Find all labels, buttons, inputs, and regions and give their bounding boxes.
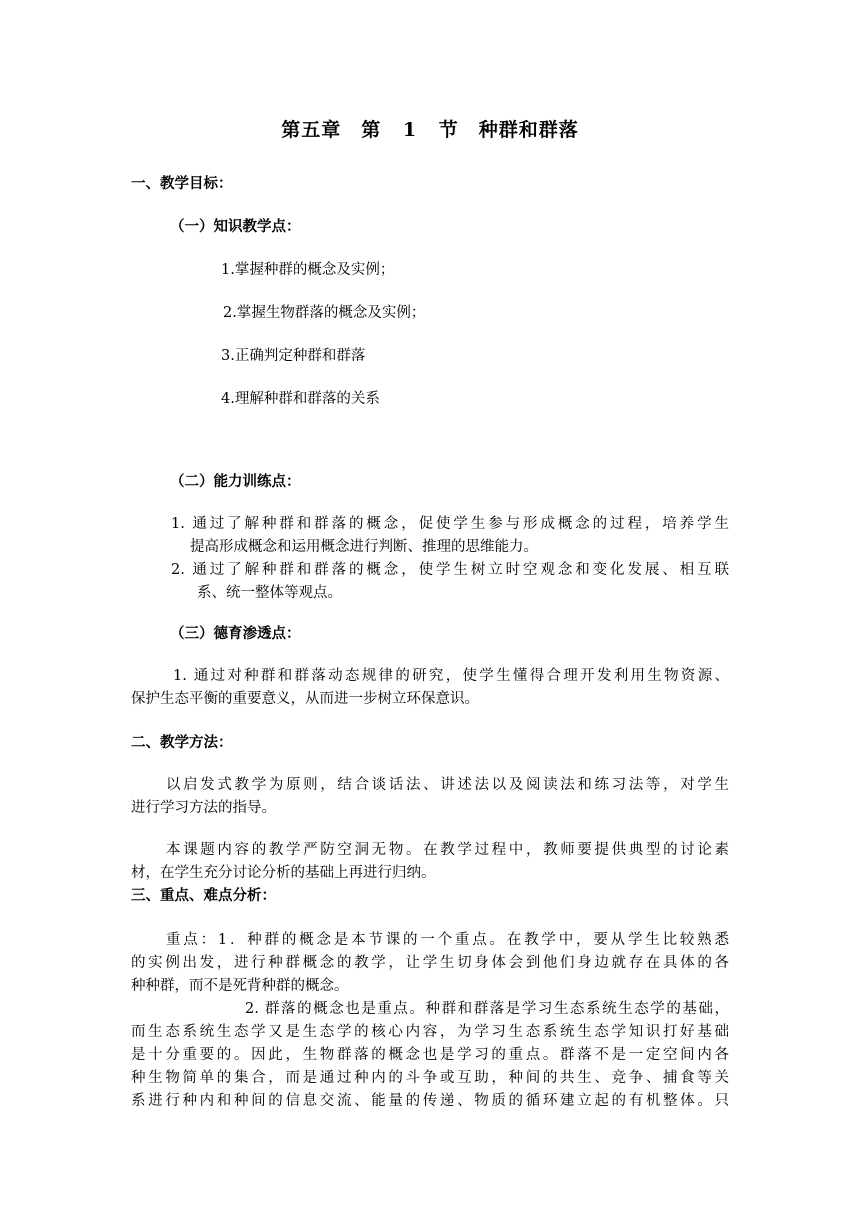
section-1-heading: 一、教学目标： [131, 175, 233, 192]
section-3-heading: 三、重点、难点分析： [131, 887, 276, 904]
key-point-1-line-1: 重点：1．种群的概念是本节课的一个重点。在教学中，要从学生比较熟悉 [166, 932, 729, 948]
key-point-2-line-2: 而生态系统生态学又是生态学的核心内容，为学习生态系统生态学知识打好基础 [131, 1024, 729, 1040]
method-paragraph-1-line-2: 进行学习方法的指导。 [131, 800, 276, 816]
moral-paragraph-line-2: 保护生态平衡的重要意义，从而进一步树立环保意识。 [131, 691, 479, 707]
page-title: 第五章 第 1 节 种群和群落 [281, 119, 579, 141]
subsection-ability-heading: （二）能力训练点： [170, 473, 301, 490]
moral-paragraph-line-1: 1. 通过对种群和群落动态规律的研究，使学生懂得合理开发利用生物资源、 [173, 668, 729, 684]
knowledge-item-4: 4.理解种群和群落的关系 [221, 391, 380, 407]
subsection-knowledge-heading: （一）知识教学点： [170, 218, 301, 235]
key-point-1-line-2: 的实例出发，进行种群概念的教学，让学生切身体会到他们身边就存在具体的各 [131, 955, 729, 971]
knowledge-item-2: 2.掌握生物群落的概念及实例； [223, 305, 426, 321]
subsection-moral-heading: （三）德育渗透点： [170, 625, 301, 642]
section-2-heading: 二、教学方法： [131, 734, 233, 751]
knowledge-item-3: 3.正确判定种群和群落 [221, 348, 366, 364]
key-point-2-line-1: 2. 群落的概念也是重点。种群和群落是学习生态系统生态学的基础， [245, 1001, 729, 1017]
key-point-2-line-3: 是十分重要的。因此，生物群落的概念也是学习的重点。群落不是一定空间内各 [131, 1047, 729, 1063]
ability-item-1-line-2: 提高形成概念和运用概念进行判断、推理的思维能力。 [190, 539, 538, 555]
key-point-1-line-3: 种种群，而不是死背种群的概念。 [131, 978, 349, 994]
key-point-2-line-4: 种生物简单的集合，而是通过种内的斗争或互助，种间的共生、竞争、捕食等关 [131, 1070, 729, 1086]
method-paragraph-2-line-1: 本课题内容的教学严防空洞无物。在教学过程中，教师要提供典型的讨论素 [166, 842, 729, 858]
key-point-2-line-5: 系进行种内和种间的信息交流、能量的传递、物质的循环建立起的有机整体。只 [131, 1093, 729, 1109]
ability-item-2-line-2: 系、统一整体等观点。 [197, 585, 342, 601]
method-paragraph-2-line-2: 材，在学生充分讨论分析的基础上再进行归纳。 [131, 865, 436, 881]
knowledge-item-1: 1.掌握种群的概念及实例； [221, 262, 395, 278]
method-paragraph-1-line-1: 以启发式教学为原则，结合谈话法、讲述法以及阅读法和练习法等，对学生 [166, 777, 729, 793]
ability-item-1-line-1: 1. 通过了解种群和群落的概念，促使学生参与形成概念的过程，培养学生 [171, 516, 729, 532]
ability-item-2-line-1: 2. 通过了解种群和群落的概念，使学生树立时空观念和变化发展、相互联 [171, 562, 729, 578]
